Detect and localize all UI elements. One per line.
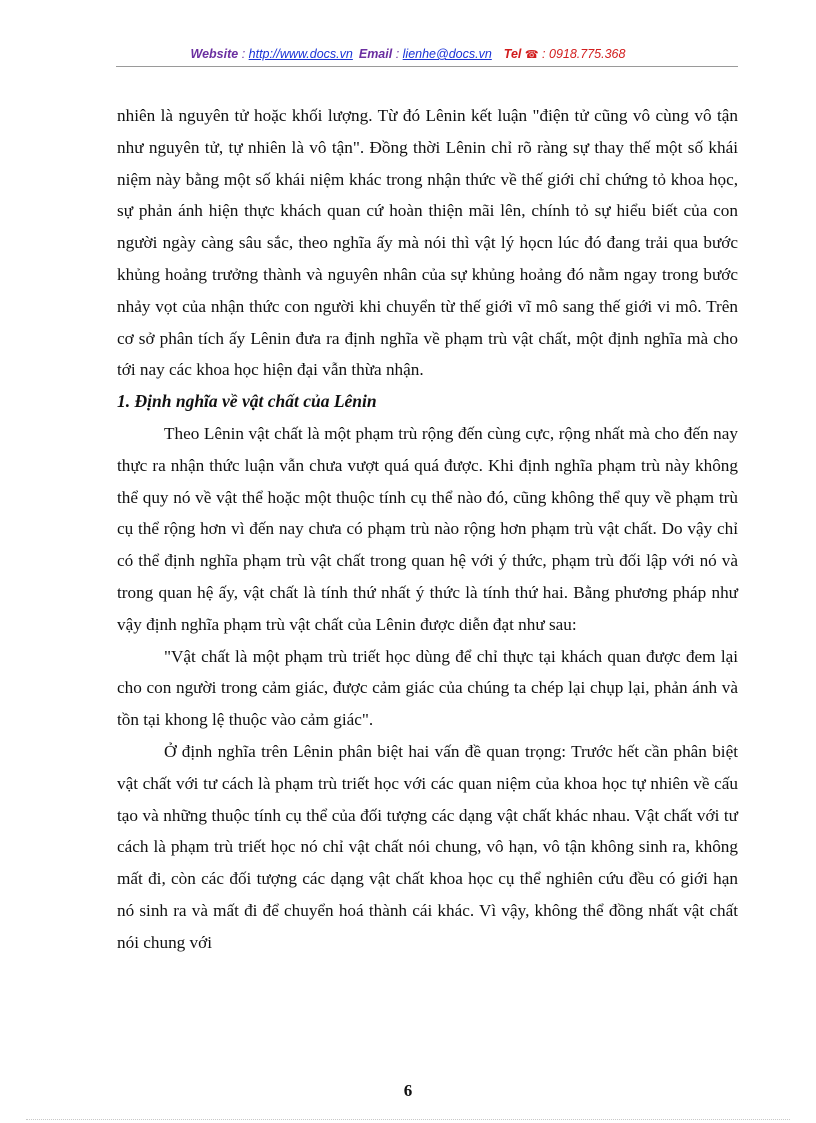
footer-divider [26,1119,790,1120]
website-link[interactable]: http://www.docs.vn [248,47,353,61]
quote-paragraph: "Vật chất là một phạm trù triết học dùng để chỉ thực tại khách quan được đem lại cho con người trong cảm giác, được cảm giác của chúng ta chép lại chụp lại, phản ánh và tồn tại khong lệ thuộc vào cảm giác". [117,646,738,730]
paragraph-2: Theo Lênin vật chất là một phạm trù rộng đến cùng cực, rộng nhất mà cho đến nay thực ra nhận thức luận vẫn chưa vượt quá quá được. Khi định nghĩa phạm trù này không thể quy nó về vật thể hoặc một thuộc tính cụ thể nào đó, cũng không thể quy về phạm trù cụ thể rộng hơn vì đến nay chưa có phạm trù nào rộng hơn phạm trù vật chất. Do vậy chỉ có thể định nghĩa phạm trù vật chất trong quan hệ với ý thức, phạm trù đối lập với nó và trong quan hệ ấy, vật chất là tính thứ nhất ý thức là tính thứ hai. Bằng phương pháp như vậy định nghĩa phạm trù vật chất của Lênin được diễn đạt như sau: [117,423,738,634]
header-divider [116,66,738,67]
tel-label: Tel [503,47,522,61]
phone-number: 0918.775.368 [549,47,626,61]
page-header [0,46,816,63]
page-number: 6 [403,1081,413,1100]
document-body [117,100,738,959]
paragraph-4: Ở định nghĩa trên Lênin phân biệt hai vấn đề quan trọng: Trước hết cần phân biệt vật chất với tư cách là phạm trù triết học với các quan niệm của khoa học tự nhiên về cấu tạo và những thuộc tính cụ thể của đối tượng các dạng vật chất khác nhau. Vật chất với tư cách là phạm trù triết học nó chỉ vật chất nói chung, vô hạn, vô tận không sinh ra, không mất đi, còn các đối tượng các dạng vật chất khoa học cụ thể nghiên cứu đều có giới hạn nó sinh ra và mất đi để chuyển hoá thành cái khác. Vì vậy, không thể đồng nhất vật chất nói chung với [117,741,738,952]
website-separator: : [238,47,249,61]
email-label: Email [358,47,393,61]
website-label: Website [190,47,239,61]
email-separator: : [392,47,403,61]
email-link[interactable]: lienhe@docs.vn [402,47,492,61]
section-heading: 1. Định nghĩa về vật chất của Lênin [117,391,377,412]
phone-icon: ☎ [524,49,539,61]
paragraph-1: nhiên là nguyên tử hoặc khối lượng. Từ đó Lênin kết luận "điện tử cũng vô cùng vô tận như nguyên tử, tự nhiên là vô tận". Đồng thời Lênin chỉ rõ ràng sự thay thế một số khái niệm này bằng một số khái niệm khác trong nhận thức về thế giới chỉ chứng tỏ khoa học, sự phản ánh hiện thực khách quan cứ hoàn thiện mãi lên, chính tỏ sự hiểu biết của con người ngày càng sâu sắc, theo nghĩa ấy mà nói thì vật lý họcn lúc đó đang trải qua bước khủng hoảng trưởng thành và nguyên nhân của sự khủng hoảng đó nằm ngay trong bước nhảy vọt của nhận thức con người khi chuyển từ thế giới vĩ mô sang thế giới vi mô. Trên cơ sở phân tích ấy Lênin đưa ra định nghĩa về phạm trù vật chất, một định nghĩa mà cho tới nay các khoa học hiện đại vẫn thừa nhận. [117,106,738,380]
phone-separator: : [538,47,549,61]
